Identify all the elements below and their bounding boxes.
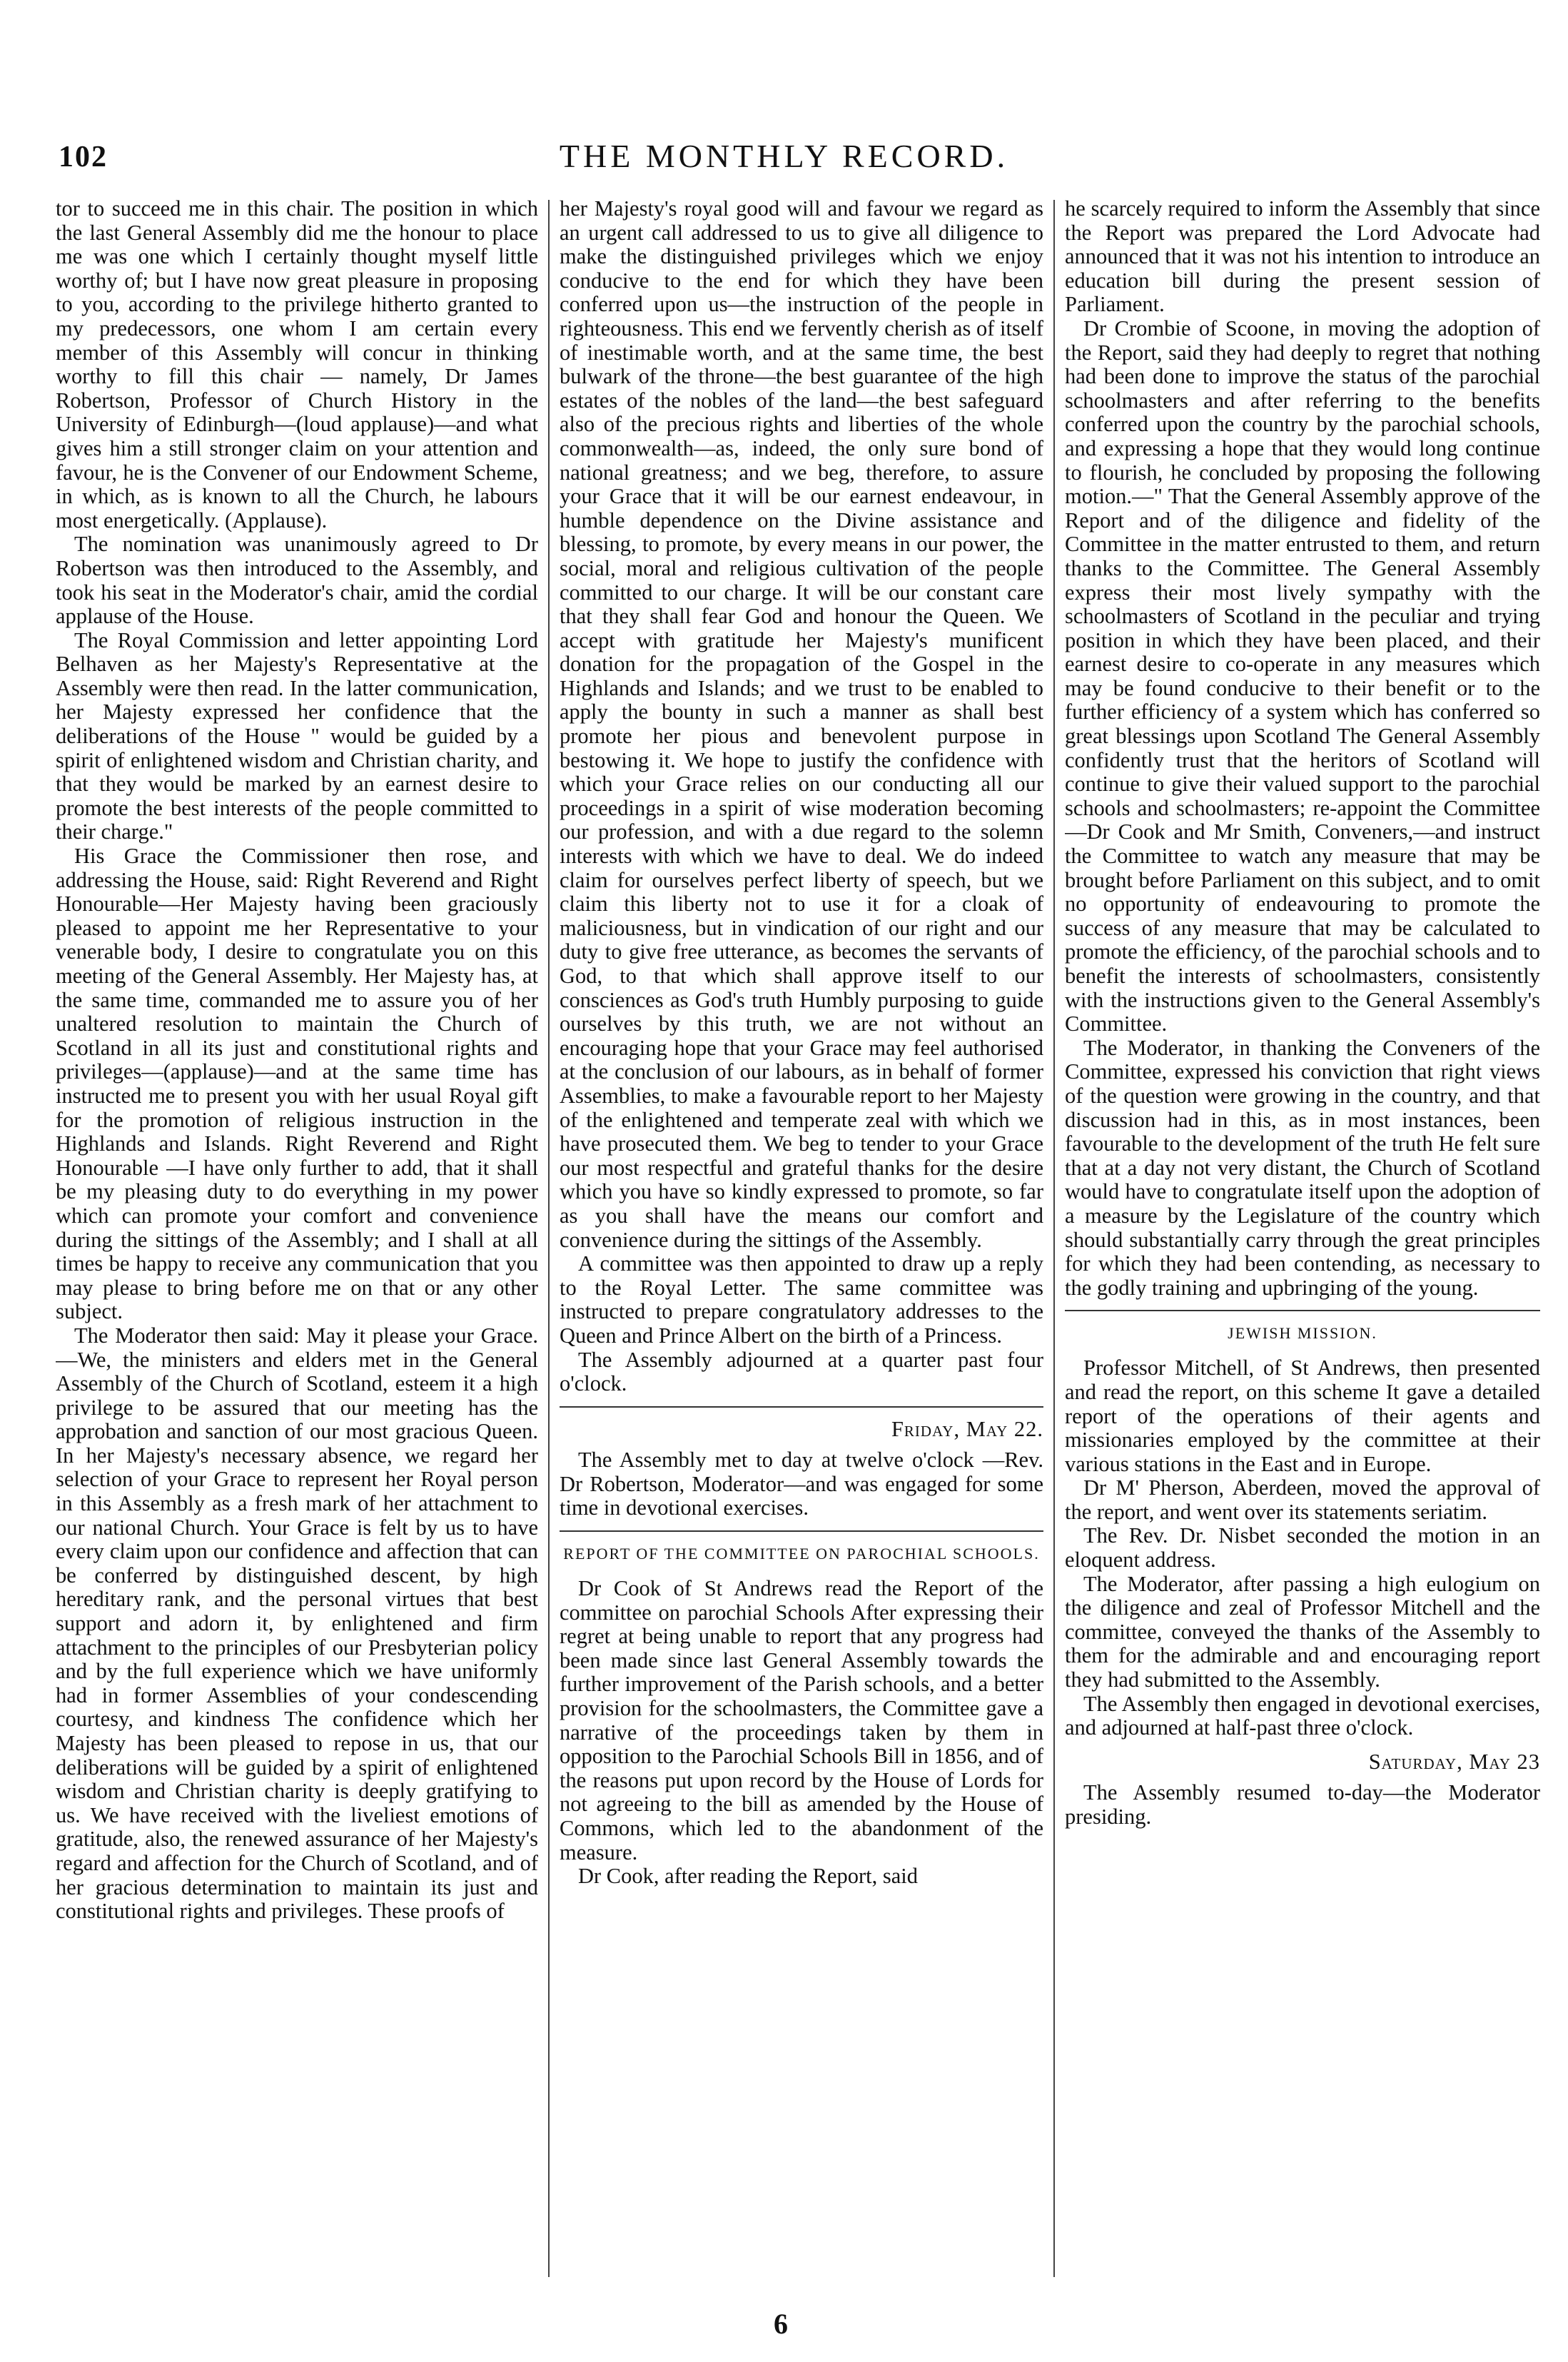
column-1 bbox=[56, 197, 538, 2281]
column-divider bbox=[1053, 200, 1055, 2277]
section-rule bbox=[560, 1530, 1043, 1532]
paragraph: The Assembly adjourned at a quarter past four o'clock. bbox=[560, 1347, 1043, 1396]
paragraph: he scarcely required to inform the Assembly that since the Report was prepared the Lord Advocate had announced that it was not his intention to introduce an education bill during the present session of Parliament. bbox=[1065, 197, 1540, 317]
paragraph: The Rev. Dr. Nisbet seconded the motion in an eloquent address. bbox=[1065, 1523, 1540, 1573]
paragraph: Dr Crombie of Scoone, in moving the adoption of the Report, said they had deeply to regret that nothing had been done to improve the status of the parochial schoolmasters and after referring to the benefits conferred upon the country by the parochial schools, and expressing a hope that they would long continue to flourish, he concluded by proposing the following motion.—" That the General Assembly approve of the Report and of the diligence and fidelity of the Committee in the matter entrusted to them, and return thanks to the Committee. The General Assembly express their most lively sympathy with the schoolmasters of Scotland in the peculiar and trying position in which they have been placed, and their earnest desire to co-operate in any measures which may be found conducive to their benefit or to the further efficiency of a system which has conferred so great blessings upon Scotland The General Assembly confidently trust that the heritors of Scotland will continue to give their valued support to the parochial schools and schoolmasters; re-appoint the Committee —Dr Cook and Mr Smith, Conveners,—and instruct the Committee to watch any measure that may be brought before Parliament on this subject, and to omit no opportunity of endeavouring to promote the success of any measure that may be calculated to promote the efficiency, of the parochial schools and to benefit the interests of schoolmasters, consistently with the instructions given to the General Assembly's Committee. bbox=[1065, 316, 1540, 1036]
section-heading: REPORT OF THE COMMITTEE ON PAROCHIAL SCHOOLS. bbox=[563, 1545, 1040, 1563]
column-3 bbox=[1065, 197, 1540, 2281]
paragraph: her Majesty's royal good will and favour we regard as an urgent call addressed to us to give all diligence to make the distinguished privileges which we enjoy conducive to the end for which they have been conferred upon us—the instruction of the people in righteousness. This end we fervently cherish as of itself of inestimable worth, and at the same time, the best bulwark of the throne—the best guarantee of the high estates of the nobles of the land—the best safeguard also of the precious rights and liberties of the whole commonwealth—as, indeed, the only sure bond of national greatness; and we beg, therefore, to assure your Grace that it will be our earnest endeavour, in humble dependence on the Divine assistance and blessing, to promote, by every means in our power, the social, moral and religious cultivation of the people committed to our charge. It will be our constant care that they shall fear God and honour the Queen. We accept with gratitude her Majesty's munificent donation for the propagation of the Gospel in the Highlands and Islands; and we trust to be enabled to apply the bounty in such a manner as shall best promote her pious and benevolent purpose in bestowing it. We hope to justify the confidence with which your Grace relies on our conducting all our proceedings in a spirit of wise moderation becoming our profession, and with a due regard to the solemn interests with which we have to deal. We do indeed claim for ourselves perfect liberty of speech, but we claim this liberty not to use it for a cloak of maliciousness, but in vindication of our right and our duty to give free utterance, as becomes the servants of God, to that which shall approve itself to our consciences as God's truth Humbly purposing to guide ourselves by this truth, we are not without an encouraging hope that your Grace may feel authorised at the conclusion of our labours, as in behalf of former Assemblies, to make a favourable report to her Majesty of the enlightened and temperate zeal with which we have prosecuted them. We beg to tender to your Grace our most respectful and grateful thanks for the desire which you have so kindly expressed to promote, so far as you shall have the means our comfort and convenience during the sittings of the Assembly. bbox=[560, 197, 1043, 1252]
paragraph: The Assembly then engaged in devotional exercises, and adjourned at half-past three o'clock. bbox=[1065, 1691, 1540, 1740]
dateline: Friday, May 22. bbox=[891, 1416, 1043, 1441]
column-divider bbox=[548, 200, 550, 2277]
paragraph: The nomination was unanimously agreed to Dr Robertson was then introduced to the Assembly, and took his seat in the Moderator's chair, amid the cordial applause of the House. bbox=[56, 532, 538, 629]
section-rule bbox=[1065, 1310, 1540, 1311]
section-rule bbox=[560, 1406, 1043, 1408]
paragraph: Dr Cook of St Andrews read the Report of the committee on parochial Schools After expressing their regret at being unable to report that any progress had been made since last General Assembly towards the further improvement of the Parish schools, and a better provision for the schoolmasters, the Committee gave a narrative of the proceedings taken by them in opposition to the Parochial Schools Bill in 1856, and of the reasons put upon record by the House of Lords for not agreeing to the bill as amended by the House of Commons, which led to the abandonment of the measure. bbox=[560, 1576, 1043, 1864]
paragraph: The Assembly met to day at twelve o'clock —Rev. Dr Robertson, Moderator—and was engaged for some time in devotional exercises. bbox=[560, 1448, 1043, 1520]
page-number: 102 bbox=[59, 141, 108, 173]
paragraph: Dr Cook, after reading the Report, said bbox=[578, 1864, 918, 1889]
paragraph: Dr M' Pherson, Aberdeen, moved the approval of the report, and went over its statements seriatim. bbox=[1065, 1475, 1540, 1524]
running-title: THE MONTHLY RECORD. bbox=[559, 138, 1009, 174]
dateline: Saturday, May 23 bbox=[1368, 1749, 1540, 1774]
section-heading: JEWISH MISSION. bbox=[1228, 1324, 1377, 1343]
paragraph: The Assembly resumed to-day—the Moderator presiding. bbox=[1065, 1780, 1540, 1829]
paragraph: His Grace the Commissioner then rose, and addressing the House, said: Right Reverend and Right Honourable—Her Majesty having been graciously pleased to appoint me her Representative to your venerable body, I desire to congratulate you on this meeting of the General Assembly. Her Majesty has, at the same time, commanded me to assure you of her unaltered resolution to maintain the Church of Scotland in all its just and constitutional rights and privileges—(applause)—and at the same time has instructed me to present you with her usual Royal gift for the promotion of religious instruction in the Highlands and Islands. Right Reverend and Right Honourable —I have only further to add, that it shall be my pleasing duty to do everything in my power which can promote your comfort and convenience during the sittings of the Assembly; and I shall at all times be happy to receive any communication that you may please to bring before me on that or any other subject. bbox=[56, 844, 538, 1324]
paragraph: The Moderator, in thanking the Conveners of the Committee, expressed his conviction that right views of the question were growing in the country, and that discussion had in this, as in most instances, been favourable to the development of the truth He felt sure that at a day not very distant, the Church of Scotland would have to congratulate itself upon the adoption of a measure by the Legislature of the country which should substantially carry through the great principles for which they had been contending, as necessary to the godly training and upbringing of the young. bbox=[1065, 1035, 1540, 1300]
paragraph: The Moderator, after passing a high eulogium on the diligence and zeal of Professor Mitchell and the committee, conveyed the thanks of the Assembly to them for the admirable and and encouraging report they had submitted to the Assembly. bbox=[1065, 1571, 1540, 1692]
paragraph: tor to succeed me in this chair. The position in which the last General Assembly did me the honour to place me was one which I certainly thought myself little worthy of; but I have now great pleasure in proposing to you, according to the privilege hitherto granted to my predecessors, one whom I am certain every member of this Assembly will concur in thinking worthy to fill this chair — namely, Dr James Robertson, Professor of Church History in the University of Edinburgh—(loud applause)—and what gives him a still stronger claim on your attention and favour, he is the Convener of our Endowment Scheme, in which, as is known to all the Church, he labours most energetically. (Applause). bbox=[56, 197, 538, 533]
signature-mark: 6 bbox=[774, 2308, 788, 2340]
paragraph: A committee was then appointed to draw up a reply to the Royal Letter. The same committee was instructed to prepare congratulatory addresses to the Queen and Prince Albert on the birth of a Princess. bbox=[560, 1251, 1043, 1348]
text-columns bbox=[56, 197, 1540, 2281]
column-2 bbox=[560, 197, 1043, 2281]
paragraph: Professor Mitchell, of St Andrews, then presented and read the report, on this scheme It gave a detailed report of the operations of their agents and missionaries employed by the committee at their various stations in the East and in Europe. bbox=[1065, 1356, 1540, 1476]
paragraph: The Moderator then said: May it please your Grace.—We, the ministers and elders met in the General Assembly of the Church of Scotland, esteem it a high privilege to be assured that our meeting has the approbation and sanction of our most gracious Queen. In her Majesty's necessary absence, we regard her selection of your Grace to represent her Royal person in this Assembly as a fresh mark of her attachment to our national Church. Your Grace is felt by us to have every claim upon our confidence and affection that can be conferred by distinguished descent, by high hereditary rank, and the personal virtues that best support and adorn it, by enlightened and firm attachment to the principles of our Presbyterian policy and by the full experience which we have uniformly had in former Assemblies of your condescending courtesy, and kindness The confidence which her Majesty has been pleased to repose in us, that our deliberations will be guided by a spirit of enlightened wisdom and Christian charity is deeply gratifying to us. We have received with the liveliest emotions of gratitude, also, the renewed assurance of her Majesty's regard and affection for the Church of Scotland, and of her gracious determination to maintain its just and constitutional rights and privileges. These proofs of bbox=[56, 1323, 538, 1924]
paragraph: The Royal Commission and letter appointing Lord Belhaven as her Majesty's Representative at the Assembly were then read. In the latter communication, her Majesty expressed her confidence that the deliberations of the House " would be guided by a spirit of enlightened wisdom and Christian charity, and that they would be marked by an earnest desire to promote the best interests of the people committed to their charge." bbox=[56, 627, 538, 844]
